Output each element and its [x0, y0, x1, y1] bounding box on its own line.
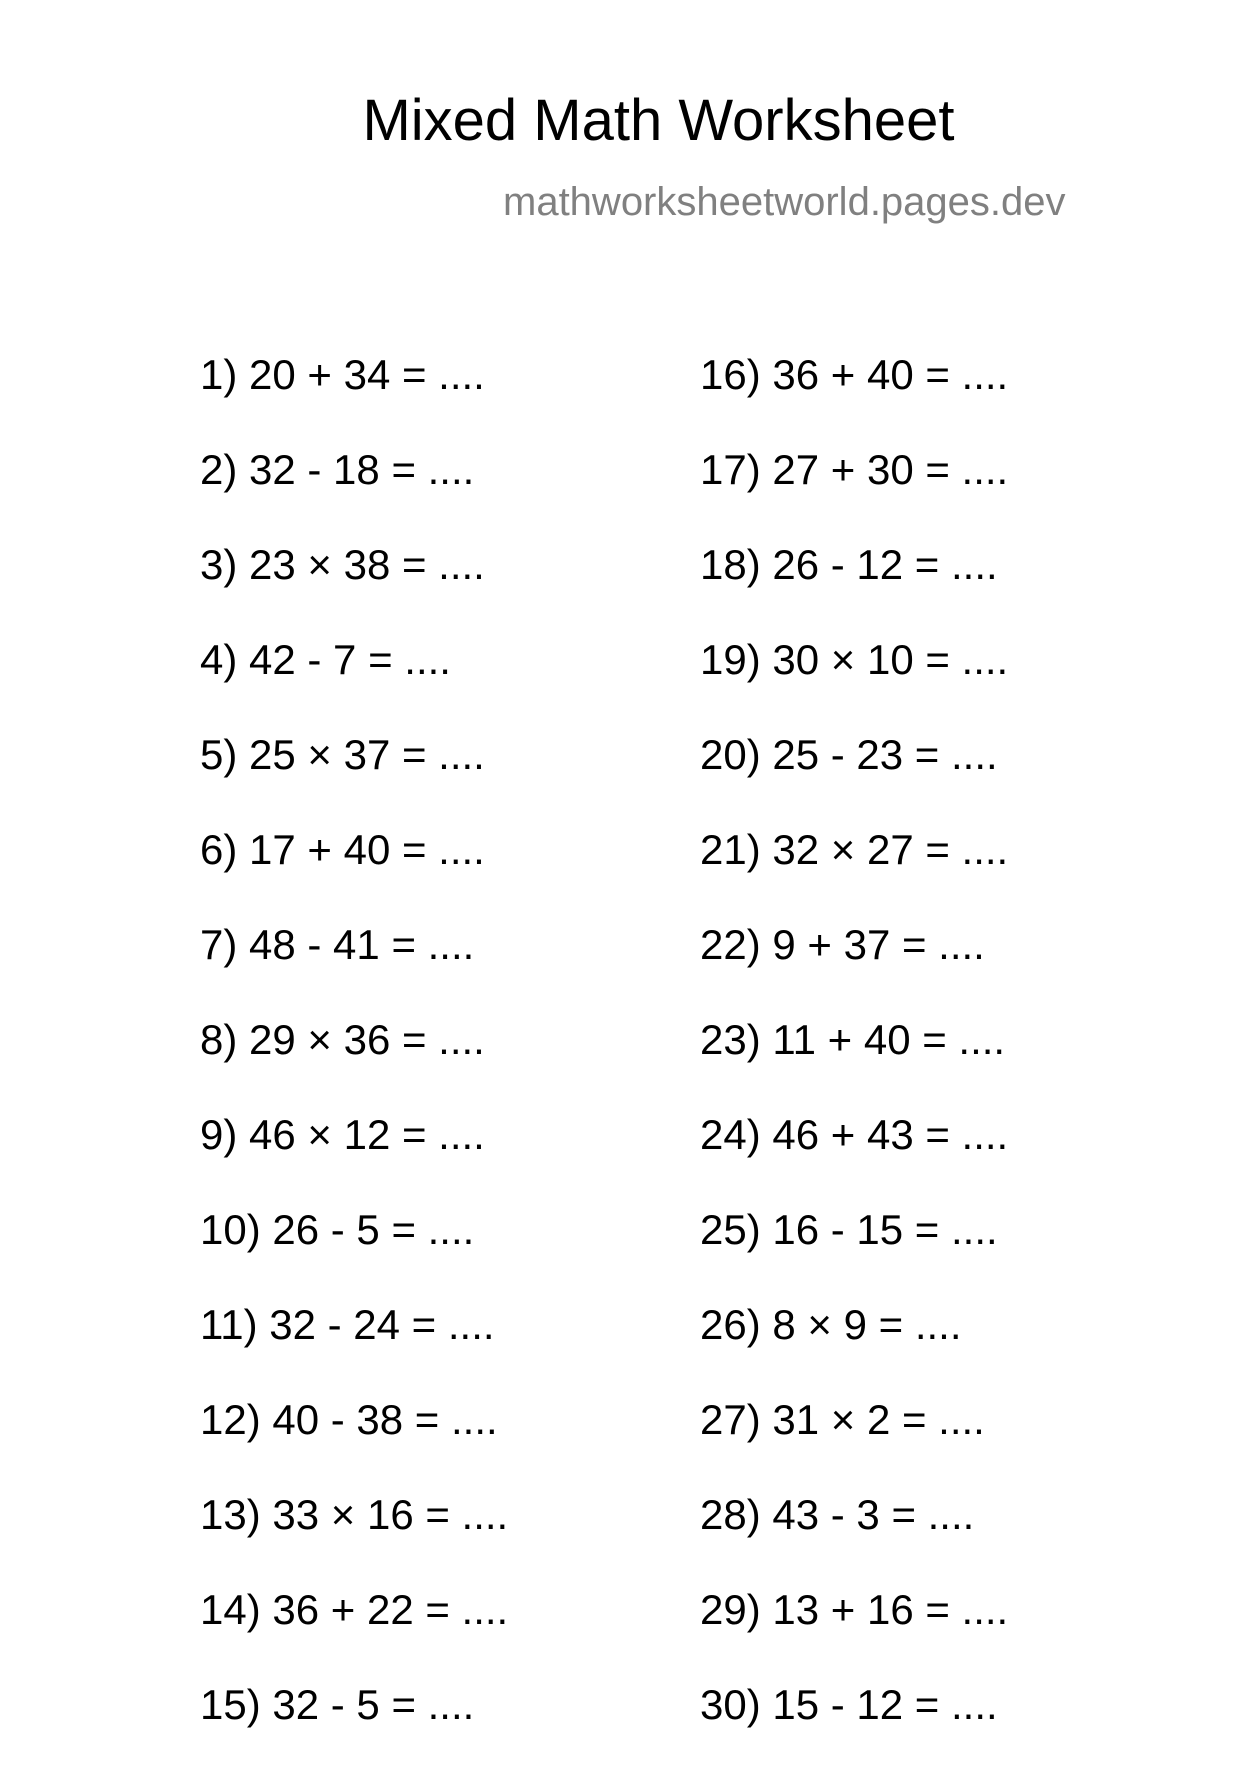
math-problem: 2) 32 - 18 = .... — [200, 446, 475, 493]
math-problem: 17) 27 + 30 = .... — [700, 446, 1009, 493]
math-problem: 1) 20 + 34 = .... — [200, 351, 485, 398]
math-problem: 13) 33 × 16 = .... — [200, 1491, 509, 1538]
math-problem: 4) 42 - 7 = .... — [200, 636, 451, 683]
math-problem: 24) 46 + 43 = .... — [700, 1111, 1009, 1158]
math-problem: 18) 26 - 12 = .... — [700, 541, 998, 588]
math-problem: 12) 40 - 38 = .... — [200, 1396, 498, 1443]
math-problem: 10) 26 - 5 = .... — [200, 1206, 475, 1253]
math-problem: 15) 32 - 5 = .... — [200, 1681, 475, 1728]
math-problem: 21) 32 × 27 = .... — [700, 826, 1009, 873]
math-problem: 25) 16 - 15 = .... — [700, 1206, 998, 1253]
math-problem: 20) 25 - 23 = .... — [700, 731, 998, 778]
math-problem: 8) 29 × 36 = .... — [200, 1016, 485, 1063]
problem-column-left — [200, 350, 508, 1775]
math-problem: 3) 23 × 38 = .... — [200, 541, 485, 588]
math-problem: 11) 32 - 24 = .... — [200, 1301, 495, 1348]
worksheet-title: Mixed Math Worksheet — [362, 88, 955, 153]
math-problem: 23) 11 + 40 = .... — [700, 1016, 1006, 1063]
math-problem: 29) 13 + 16 = .... — [700, 1586, 1009, 1633]
math-problem: 27) 31 × 2 = .... — [700, 1396, 985, 1443]
math-problem: 19) 30 × 10 = .... — [700, 636, 1009, 683]
math-problem: 6) 17 + 40 = .... — [200, 826, 485, 873]
math-problem: 26) 8 × 9 = .... — [700, 1301, 962, 1348]
math-problem: 5) 25 × 37 = .... — [200, 731, 485, 778]
problem-column-right — [700, 350, 1008, 1775]
math-problem: 30) 15 - 12 = .... — [700, 1681, 998, 1728]
math-problem: 9) 46 × 12 = .... — [200, 1111, 485, 1158]
website-url: mathworksheetworld.pages.dev — [503, 180, 1066, 224]
math-problem: 28) 43 - 3 = .... — [700, 1491, 975, 1538]
math-problem: 22) 9 + 37 = .... — [700, 921, 985, 968]
math-problem: 14) 36 + 22 = .... — [200, 1586, 509, 1633]
math-problem: 16) 36 + 40 = .... — [700, 351, 1009, 398]
math-problem: 7) 48 - 41 = .... — [200, 921, 475, 968]
